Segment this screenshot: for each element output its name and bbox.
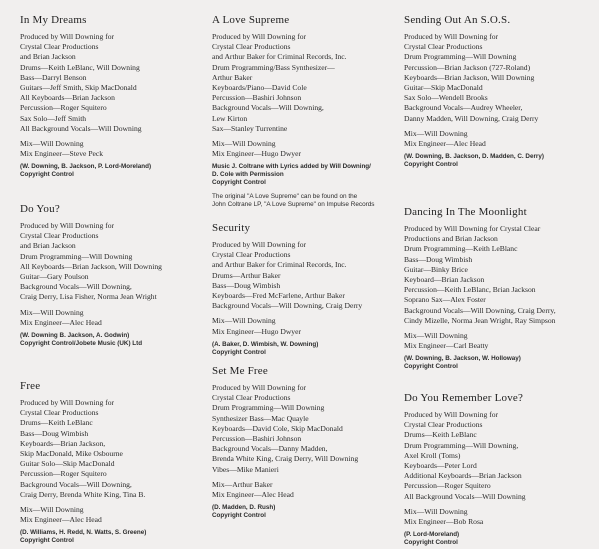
credit-line: Drum Programming—Will Downing bbox=[212, 403, 325, 413]
production-credits bbox=[404, 410, 526, 527]
production-credits bbox=[404, 32, 544, 149]
credit-line: Arthur Baker bbox=[212, 72, 253, 82]
credit-line: Keyboard—Brian Jackson bbox=[404, 275, 485, 285]
mix-credit-line: Mix Engineer—Carl Beatty bbox=[404, 341, 489, 351]
credit-line: Bass—Doug Wimbish bbox=[212, 280, 281, 290]
credit-line: Background Vocals—Danny Madden, bbox=[212, 444, 328, 454]
mix-credit-line: Mix—Arthur Baker bbox=[212, 479, 273, 489]
credit-line: Drums—Keith LeBlanc bbox=[20, 418, 93, 428]
copyright-line: (P. Lord-Moreland) bbox=[404, 531, 460, 539]
mix-credit-line: Mix Engineer—Steve Peck bbox=[20, 149, 104, 159]
credit-line: Percussion—Bashiri Johnson bbox=[212, 434, 302, 444]
credit-line: and Brian Jackson bbox=[20, 52, 76, 62]
songwriter-credits bbox=[212, 163, 375, 187]
credit-line: All Keyboards—Brian Jackson, Will Downing bbox=[20, 261, 162, 271]
mix-credit-line: Mix Engineer—Hugo Dwyer bbox=[212, 149, 301, 159]
credit-line: Drum Programming—Will Downing, bbox=[404, 440, 519, 450]
song-title: Set Me Free bbox=[212, 365, 268, 377]
credit-line: Produced by Will Downing for bbox=[212, 383, 307, 392]
mix-credit-line: Mix—Will Downing bbox=[20, 307, 84, 317]
copyright-line: (W. Downing, B. Jackson, W. Holloway) bbox=[404, 355, 521, 363]
songwriter-credits bbox=[404, 355, 556, 371]
song-title: In My Dreams bbox=[20, 14, 87, 26]
production-credits bbox=[20, 32, 151, 159]
credit-line: Sax Solo—Wendell Brooks bbox=[404, 93, 488, 103]
mix-credit-line: Mix—Will Downing bbox=[20, 505, 84, 515]
credit-line: Produced by Will Downing for Crystal Clear bbox=[404, 224, 541, 233]
production-credits bbox=[212, 383, 358, 500]
credit-line: Produced by Will Downing for bbox=[20, 32, 115, 41]
copyright-line: Copyright Control bbox=[20, 171, 74, 179]
song-do-you-remember-love bbox=[404, 392, 526, 547]
credit-line: Keyboards—Brian Jackson, Will Downing bbox=[404, 72, 535, 82]
credit-line: Produced by Will Downing for bbox=[404, 32, 499, 41]
credit-line: Background Vocals—Will Downing, Craig Derry bbox=[212, 301, 363, 311]
credit-line: Productions and Brian Jackson bbox=[404, 234, 498, 244]
credit-line: Percussion—Bashiri Johnson bbox=[212, 93, 302, 103]
credit-line: Produced by Will Downing for bbox=[20, 398, 115, 407]
song-free bbox=[20, 380, 146, 545]
songwriter-credits bbox=[404, 531, 526, 547]
copyright-line: (W. Downing B. Jackson, A. Godwin) bbox=[20, 332, 130, 340]
credit-line: All Background Vocals—Will Downing bbox=[20, 123, 142, 133]
credit-line: Synthesizer Bass—Mac Quayle bbox=[212, 413, 309, 423]
song-title: Dancing In The Moonlight bbox=[404, 206, 527, 218]
production-credits bbox=[212, 32, 375, 159]
song-security bbox=[212, 222, 362, 357]
credit-line: Keyboards/Piano—David Cole bbox=[212, 83, 307, 93]
production-credits bbox=[404, 224, 556, 351]
copyright-line: (W. Downing, B. Jackson, P. Lord-Moreland) bbox=[20, 163, 152, 171]
credit-line: Crystal Clear Productions bbox=[212, 393, 291, 403]
credit-line: Keyboards—Peter Lord bbox=[404, 461, 477, 471]
credit-line: Skip MacDonald, Mike Osbourne bbox=[20, 449, 123, 459]
credit-line: Crystal Clear Productions bbox=[212, 42, 291, 52]
credit-line: Crystal Clear Productions bbox=[212, 250, 291, 260]
credit-line: Background Vocals—Will Downing, bbox=[20, 282, 132, 292]
song-title: Security bbox=[212, 222, 251, 234]
songwriter-credits bbox=[212, 504, 358, 520]
credit-line: Additional Keyboards—Brian Jackson bbox=[404, 471, 522, 481]
copyright-line: Copyright Control bbox=[212, 512, 266, 520]
credit-line: Sax—Stanley Turrentine bbox=[212, 123, 288, 133]
songwriter-credits bbox=[212, 341, 362, 357]
credit-line: Lew Kirton bbox=[212, 113, 248, 123]
mix-credit-line: Mix—Will Downing bbox=[20, 139, 84, 149]
credit-line: Crystal Clear Productions bbox=[20, 42, 99, 52]
song-title: A Love Supreme bbox=[212, 14, 290, 26]
mix-credit-line: Mix Engineer—Alec Head bbox=[20, 317, 102, 327]
copyright-line: (D. Williams, H. Redd, N. Watts, S. Greene) bbox=[20, 529, 147, 537]
credit-line: and Arthur Baker for Criminal Records, Inc. bbox=[212, 52, 347, 62]
credit-line: Crystal Clear Productions bbox=[404, 420, 483, 430]
song-title: Do You? bbox=[20, 203, 60, 215]
note-line: The original "A Love Supreme" can be found on the bbox=[212, 193, 358, 201]
credit-line: Background Vocals—Audrey Wheeler, bbox=[404, 103, 523, 113]
mix-credit-line: Mix—Will Downing bbox=[404, 331, 468, 341]
credit-line: Percussion—Brian Jackson (727-Roland) bbox=[404, 62, 531, 72]
credit-line: Drum Programming—Will Downing bbox=[404, 52, 517, 62]
credit-line: Drum Programming—Will Downing bbox=[20, 251, 133, 261]
credit-line: Soprano Sax—Alex Foster bbox=[404, 295, 486, 305]
mix-credit-line: Mix Engineer—Alec Head bbox=[212, 490, 294, 500]
credit-line: Produced by Will Downing for bbox=[212, 240, 307, 249]
song-title: Do You Remember Love? bbox=[404, 392, 524, 404]
production-credits bbox=[20, 221, 162, 328]
credit-line: and Arthur Baker for Criminal Records, Inc. bbox=[212, 260, 347, 270]
production-credits bbox=[20, 398, 146, 525]
credit-line: Guitar Solo—Skip MacDonald bbox=[20, 459, 115, 469]
song-set-me-free bbox=[212, 365, 358, 520]
credit-line: and Brian Jackson bbox=[20, 241, 76, 251]
copyright-line: Music J. Coltrane with Lyrics added by Will Downing/ bbox=[212, 163, 371, 171]
mix-credit-line: Mix Engineer—Alec Head bbox=[20, 515, 102, 525]
credit-line: Background Vocals—Will Downing, bbox=[212, 103, 324, 113]
credit-line: Axel Kroll (Toms) bbox=[404, 450, 461, 460]
song-a-love-supreme bbox=[212, 14, 375, 209]
credit-line: Drum Programming/Bass Synthesizer— bbox=[212, 62, 335, 72]
credit-line: Drums—Keith LeBlanc, Will Downing bbox=[20, 62, 140, 72]
copyright-line: (W. Downing, B. Jackson, D. Madden, C. Derry) bbox=[404, 153, 544, 161]
copyright-line: Copyright Control bbox=[404, 539, 458, 547]
credit-line: Produced by Will Downing for bbox=[404, 410, 499, 419]
song-sending-out-an-sos bbox=[404, 14, 544, 169]
copyright-line: Copyright Control bbox=[212, 179, 266, 187]
songwriter-credits bbox=[20, 332, 162, 348]
credit-line: Percussion—Roger Squitero bbox=[20, 469, 107, 479]
credit-line: Background Vocals—Will Downing, Craig Derry, bbox=[404, 305, 556, 315]
mix-credit-line: Mix—Will Downing bbox=[404, 128, 468, 138]
credit-line: Guitar—Binky Brice bbox=[404, 264, 468, 274]
credit-line: Keyboards—Fred McFarlene, Arthur Baker bbox=[212, 291, 345, 301]
song-title: Sending Out An S.O.S. bbox=[404, 14, 511, 26]
copyright-line: D. Cole with Permission bbox=[212, 171, 284, 179]
credit-line: Guitar—Gary Poulson bbox=[20, 272, 89, 282]
mix-credit-line: Mix—Will Downing bbox=[212, 139, 276, 149]
credit-line: Keyboards—David Cole, Skip MacDonald bbox=[212, 423, 343, 433]
credit-line: Crystal Clear Productions bbox=[404, 42, 483, 52]
credit-line: Produced by Will Downing for bbox=[212, 32, 307, 41]
credit-line: Guitar—Skip MacDonald bbox=[404, 83, 483, 93]
credit-line: Brenda White King, Craig Derry, Will Downing bbox=[212, 454, 359, 464]
credit-line: Percussion—Roger Squitero bbox=[20, 103, 107, 113]
credit-line: Crystal Clear Productions bbox=[20, 408, 99, 418]
song-in-my-dreams bbox=[20, 14, 151, 179]
mix-credit-line: Mix Engineer—Bob Rosa bbox=[404, 517, 484, 527]
credit-line: Vibes—Mike Manieri bbox=[212, 464, 279, 474]
production-credits bbox=[212, 240, 362, 337]
songwriter-credits bbox=[404, 153, 544, 169]
credit-line: Craig Derry, Lisa Fisher, Norma Jean Wright bbox=[20, 292, 157, 302]
credit-line: Bass—Darryl Benson bbox=[20, 72, 87, 82]
credit-line: Bass—Doug Wimbish bbox=[20, 428, 89, 438]
credit-line: Background Vocals—Will Downing, bbox=[20, 479, 132, 489]
original-recording-note bbox=[212, 193, 375, 209]
song-title: Free bbox=[20, 380, 41, 392]
credit-line: Danny Madden, Will Downing, Craig Derry bbox=[404, 113, 539, 123]
credit-line: Drums—Arthur Baker bbox=[212, 270, 281, 280]
copyright-line: (D. Madden, D. Rush) bbox=[212, 504, 276, 512]
credit-line: All Background Vocals—Will Downing bbox=[404, 491, 526, 501]
copyright-line: (A. Baker, D. Wimbish, W. Downing) bbox=[212, 340, 319, 348]
copyright-line: Copyright Control bbox=[404, 363, 458, 371]
mix-credit-line: Mix—Will Downing bbox=[404, 506, 468, 516]
credit-line: Drums—Keith LeBlanc bbox=[404, 430, 477, 440]
song-dancing-in-the-moonlight bbox=[404, 206, 556, 371]
credit-line: Guitars—Jeff Smith, Skip MacDonald bbox=[20, 83, 137, 93]
credit-line: Keyboards—Brian Jackson, bbox=[20, 438, 106, 448]
note-line: John Coltrane LP, "A Love Supreme" on Impulse Records bbox=[212, 201, 375, 209]
credit-line: Percussion—Roger Squitero bbox=[404, 481, 491, 491]
copyright-line: Copyright Control/Jobete Music (UK) Ltd bbox=[20, 340, 143, 348]
songwriter-credits bbox=[20, 163, 151, 179]
mix-credit-line: Mix Engineer—Alec Head bbox=[404, 139, 486, 149]
copyright-line: Copyright Control bbox=[20, 537, 74, 545]
credit-line: Percussion—Keith LeBlanc, Brian Jackson bbox=[404, 285, 536, 295]
credit-line: Crystal Clear Productions bbox=[20, 231, 99, 241]
credit-line: Drum Programming—Keith LeBlanc bbox=[404, 244, 518, 254]
credit-line: Sax Solo—Jeff Smith bbox=[20, 113, 87, 123]
credit-line: Produced by Will Downing for bbox=[20, 221, 115, 230]
mix-credit-line: Mix—Will Downing bbox=[212, 316, 276, 326]
credit-line: Cindy Mizelle, Norma Jean Wright, Ray Simpson bbox=[404, 315, 556, 325]
songwriter-credits bbox=[20, 529, 146, 545]
credit-line: All Keyboards—Brian Jackson bbox=[20, 93, 115, 103]
copyright-line: Copyright Control bbox=[212, 348, 266, 356]
copyright-line: Copyright Control bbox=[404, 161, 458, 169]
credit-line: Craig Derry, Brenda White King, Tina B. bbox=[20, 489, 146, 499]
mix-credit-line: Mix Engineer—Hugo Dwyer bbox=[212, 326, 301, 336]
song-do-you bbox=[20, 203, 162, 348]
credit-line: Bass—Doug Wimbish bbox=[404, 254, 473, 264]
